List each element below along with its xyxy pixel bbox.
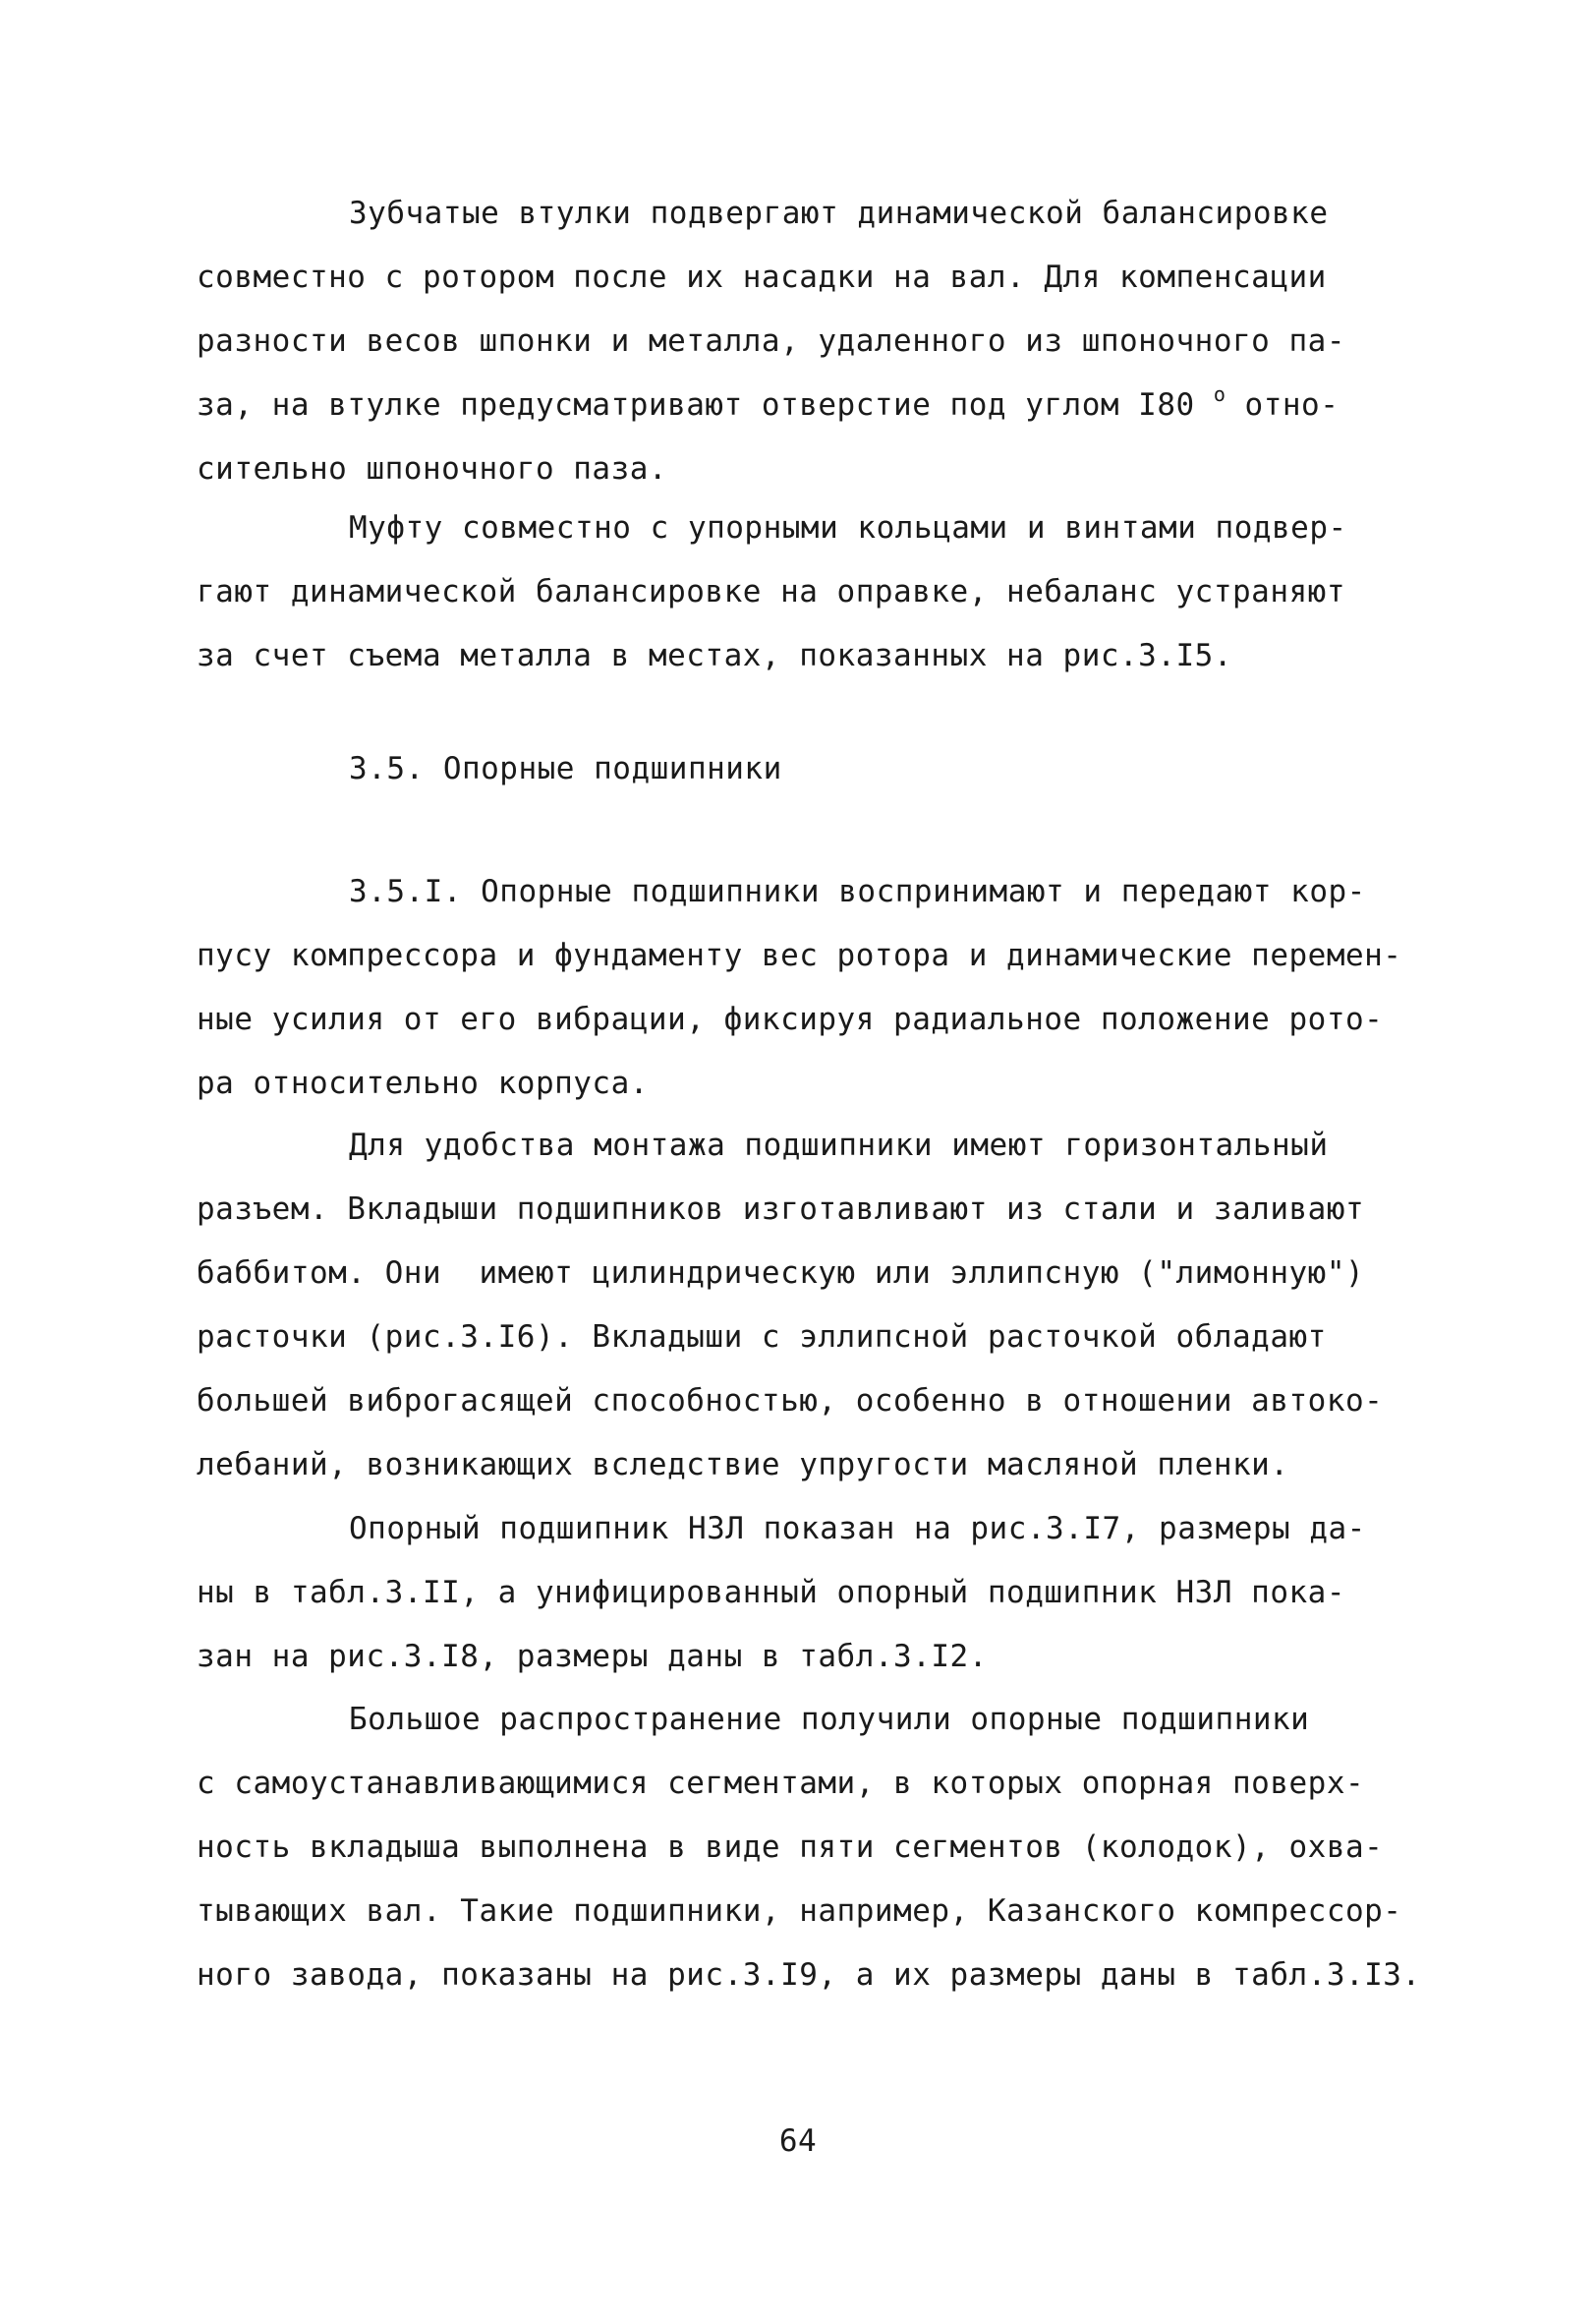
section-title: 3.5. Опорные подшипники <box>349 751 782 786</box>
text-line: пусу компрессора и фундаменту вес ротора и динамические перемен- <box>197 938 1402 973</box>
text-line: гают динамической балансировке на оправке, небаланс устраняют <box>197 574 1345 610</box>
text-line: Зубчатые втулки подвергают динамической балансировке <box>349 196 1329 231</box>
text-line: расточки (рис.3.I6). Вкладыши с эллипсной расточкой обладают <box>197 1319 1327 1355</box>
text-line: зан на рис.3.I8, размеры даны в табл.3.I2. <box>197 1639 988 1674</box>
paragraph-bearings-function <box>197 860 1435 1116</box>
paragraph-nzl-bearing <box>197 1497 1435 1689</box>
text-line-end: отно- <box>1226 387 1340 423</box>
text-line <box>197 374 1435 437</box>
text-line: ного завода, показаны на рис.3.I9, а их размеры даны в табл.3.I3. <box>197 1957 1421 1993</box>
text-line: разъем. Вкладыши подшипников изготавливают из стали и заливают <box>197 1191 1365 1227</box>
text-line-start: за, на втулке предусматривают отверстие под углом I80 <box>197 387 1214 423</box>
page-number: 64 <box>778 2123 818 2159</box>
text-line: Для удобства монтажа подшипники имеют горизонтальный <box>349 1128 1329 1163</box>
text-line: ные усилия от его вибрации, фиксируя радиальное положение рото- <box>197 1002 1384 1037</box>
text-line: большей виброгасящей способностью, особенно в отношении автоко- <box>197 1383 1384 1419</box>
text-line: ны в табл.3.II, а унифицированный опорный подшипник НЗЛ пока- <box>197 1575 1345 1610</box>
text-line: разности весов шпонки и металла, удаленного из шпоночного па- <box>197 323 1345 359</box>
text-line: лебаний, возникающих вследствие упругости масляной пленки. <box>197 1447 1289 1482</box>
text-line: Опорный подшипник НЗЛ показан на рис.3.I7, размеры да- <box>349 1511 1366 1546</box>
paragraph-bearing-design <box>197 1114 1435 1497</box>
text-line: ра относительно корпуса. <box>197 1066 649 1101</box>
text-line: сительно шпоночного паза. <box>197 451 668 487</box>
degree-sign: о <box>1213 382 1226 406</box>
text-line: ность вкладыша выполнена в виде пяти сегментов (колодок), охва- <box>197 1829 1384 1865</box>
text-line: Муфту совместно с упорными кольцами и винтами подвер- <box>349 510 1347 546</box>
text-line: совместно с ротором после их насадки на вал. Для компенсации <box>197 260 1327 295</box>
text-line: за счет съема металла в местах, показанных на рис.3.I5. <box>197 638 1232 673</box>
text-line: баббитом. Они имеют цилиндрическую или эллипсную ("лимонную") <box>197 1255 1365 1291</box>
paragraph-gear-sleeves <box>197 182 1435 501</box>
text-line: тывающих вал. Такие подшипники, например, Казанского компрессор- <box>197 1893 1402 1929</box>
section-heading <box>197 737 1435 801</box>
paragraph-coupling <box>197 496 1435 688</box>
text-line: с самоустанавливающимися сегментами, в которых опорная поверх- <box>197 1766 1365 1801</box>
text-line: 3.5.I. Опорные подшипники воспринимают и передают кор- <box>349 874 1366 909</box>
text-line: Большое распространение получили опорные подшипники <box>349 1702 1310 1737</box>
paragraph-segment-bearings <box>197 1688 1435 2007</box>
